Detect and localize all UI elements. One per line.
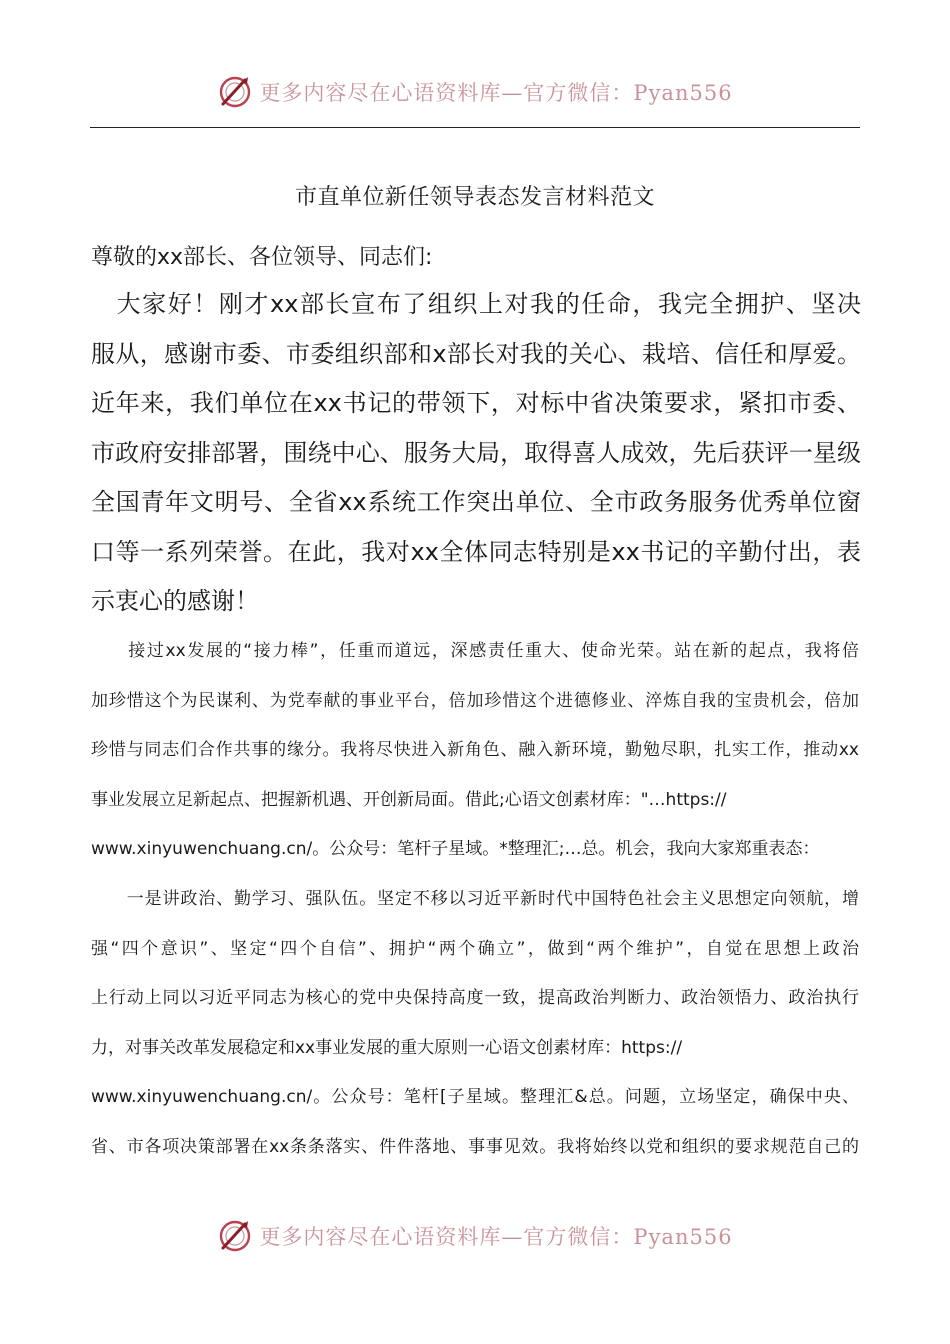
- text-line: www.xinyuwenchuang.cn/。公众号：笔杆[子星域。整理汇&总。问题，立场坚定，确保中央、: [91, 1087, 859, 1107]
- banner-text: 更多内容尽在心语资料库—官方微信：Pyan556: [259, 81, 733, 105]
- text-line: 珍惜与同志们合作共事的缘分。我将尽快进入新角色、融入新环境，勤勉尽职，扎实工作，推动xx: [91, 740, 859, 760]
- text-line: 全国青年文明号、全省xx系统工作突出单位、全市政务服务优秀单位窗: [91, 488, 861, 516]
- text-line: 事业发展立足新起点、把握新机遇、开创新局面。借此;心语文创素材库："…https://: [91, 789, 727, 810]
- header-banner: [0, 70, 950, 114]
- text-line: 近年来，我们单位在xx书记的带领下，对标中省决策要求，紧扣市委、: [91, 389, 861, 417]
- text-line: 服从，感谢市委、市委组织部和x部长对我的关心、栽培、信任和厚爱。: [91, 339, 861, 368]
- salutation: 尊敬的xx部长、各位领导、同志们:: [91, 245, 433, 270]
- text-line: 口等一系列荣誉。在此，我对xx全体同志特别是xx书记的辛勤付出，表: [91, 537, 861, 566]
- text-line: 大家好！刚才xx部长宣布了组织上对我的任命，我完全拥护、坚决: [91, 290, 861, 318]
- text-line: 力，对事关改革发展稳定和xx事业发展的重大原则一心语文创素材库：https://: [91, 1037, 683, 1058]
- text-line: 接过xx发展的“接力棒”，任重而道远，深感责任重大、使命光荣。站在新的起点，我将倍: [91, 641, 859, 661]
- intro-paragraph: [91, 280, 861, 627]
- text-line: 强“四个意识”、坚定“四个自信”、拥护“两个确立”，做到“两个维护”，自觉在思想上政治: [91, 938, 859, 959]
- text-line: www.xinyuwenchuang.cn/。公众号：笔杆子星域。*整理汇;…总。机会，我向大家郑重表态：: [91, 839, 820, 859]
- document-title: 市直单位新任领导表态发言材料范文: [294, 185, 655, 210]
- brush-logo-icon: [217, 1218, 253, 1254]
- brush-logo-icon: [217, 74, 253, 110]
- text-line: 一是讲政治、勤学习、强队伍。坚定不移以习近平新时代中国特色社会主义思想定向领航，增: [91, 889, 859, 909]
- text-line: 市政府安排部署，围绕中心、服务大局，取得喜人成效，先后获评一星级: [91, 438, 861, 467]
- body-paragraph-2: [91, 875, 859, 1172]
- text-line: 示衷心的感谢！: [91, 587, 259, 615]
- banner-text: 更多内容尽在心语资料库—官方微信：Pyan556: [259, 1225, 733, 1249]
- header-divider: [90, 127, 860, 128]
- footer-banner: [0, 1214, 950, 1258]
- text-line: 上行动上同以习近平同志为核心的党中央保持高度一致，提高政治判断力、政治领悟力、政治执行: [91, 988, 859, 1008]
- body-paragraph-1: [91, 627, 859, 875]
- text-line: 省、市各项决策部署在xx条条落实、件件落地、事事见效。我将始终以党和组织的要求规范自己的: [91, 1136, 859, 1157]
- text-line: 加珍惜这个为民谋利、为党奉献的事业平台，倍加珍惜这个进德修业、淬炼自我的宝贵机会，倍加: [91, 690, 859, 711]
